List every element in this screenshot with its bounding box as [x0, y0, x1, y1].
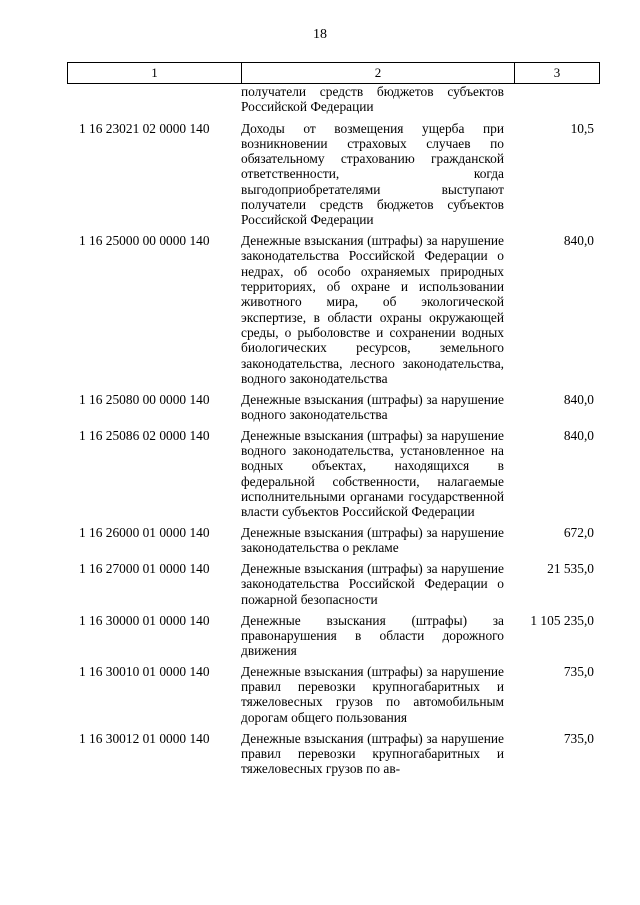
- row-code: 1 16 30012 01 0000 140: [79, 730, 210, 746]
- row-description: Доходы от возмещения ущерба при возникновении страховых случаев по обязательному страхованию гражданской ответственности, когда выгодоприобретателями выступают получатели средств бюджетов субъектов Российской Федерации: [241, 120, 504, 228]
- row-amount: 840,0: [563, 427, 594, 443]
- row-description: Денежные взыскания (штрафы) за нарушение законодательства о рекламе: [241, 525, 504, 556]
- column-header-2: 2: [242, 63, 515, 83]
- table-row: [67, 561, 600, 607]
- table-row: [67, 84, 600, 115]
- row-amount: 735,0: [563, 663, 594, 679]
- row-amount: 840,0: [563, 233, 594, 249]
- row-amount: [504, 84, 600, 115]
- table-row: [67, 613, 600, 659]
- row-code: 1 16 25086 02 0000 140: [79, 427, 210, 443]
- row-description: Денежные взыскания (штрафы) за нарушение водного законодательства: [241, 391, 504, 422]
- page-number: 18: [313, 27, 327, 42]
- row-amount: 10,5: [570, 120, 594, 136]
- table-body: [67, 84, 600, 782]
- row-description: Денежные взыскания (штрафы) за правонарушения в области дорожного движения: [241, 612, 504, 659]
- row-amount: 1 105 235,0: [530, 612, 594, 628]
- row-amount: 840,0: [563, 391, 594, 407]
- row-code: [67, 84, 241, 115]
- row-code: 1 16 30000 01 0000 140: [79, 612, 210, 628]
- table-row: [67, 525, 600, 556]
- row-code: 1 16 25000 00 0000 140: [79, 233, 210, 249]
- row-code: 1 16 26000 01 0000 140: [79, 525, 210, 541]
- table-row: [67, 664, 600, 725]
- table-header: [67, 62, 600, 84]
- table-row: [67, 392, 600, 423]
- column-header-3: 3: [553, 65, 561, 80]
- row-description: Денежные взыскания (штрафы) за нарушение водного законодательства, установленное на водных объектах, находящихся в федеральной собственности, налагаемые исполнительными органами государственной власти субъектов Российской Федерации: [241, 427, 504, 520]
- row-code: 1 16 23021 02 0000 140: [79, 120, 210, 136]
- row-amount: 735,0: [563, 730, 594, 746]
- table-row: [67, 428, 600, 520]
- row-code: 1 16 25080 00 0000 140: [79, 391, 210, 407]
- row-amount: 21 535,0: [547, 561, 594, 577]
- row-description: Денежные взыскания (штрафы) за нарушение правил перевозки крупногабаритных и тяжеловесных грузов по ав-: [241, 730, 504, 777]
- row-description: Денежные взыскания (штрафы) за нарушение правил перевозки крупногабаритных и тяжеловесных грузов по автомобильным дорогам общего пользования: [241, 663, 504, 725]
- row-description: Денежные взыскания (штрафы) за нарушение законодательства Российской Федерации о недрах, об особо охраняемых природных территориях, об охране и использовании животного мира, об экологической экспертизе, в области охраны окружающей среды, о рыболовстве и сохранении водных биологических ресурсов, земельного законодательства, лесного законодательства, водного законодательства: [241, 233, 504, 386]
- row-code: 1 16 27000 01 0000 140: [79, 561, 210, 577]
- column-header-1: 1: [68, 63, 242, 83]
- row-code: 1 16 30010 01 0000 140: [79, 663, 210, 679]
- table-row: [67, 121, 600, 228]
- table-row: [67, 731, 600, 777]
- row-description: получатели средств бюджетов субъектов Российской Федерации: [241, 84, 504, 115]
- table-row: [67, 233, 600, 386]
- row-description: Денежные взыскания (штрафы) за нарушение законодательства Российской Федерации о пожарной безопасности: [241, 561, 504, 607]
- row-amount: 672,0: [563, 525, 594, 541]
